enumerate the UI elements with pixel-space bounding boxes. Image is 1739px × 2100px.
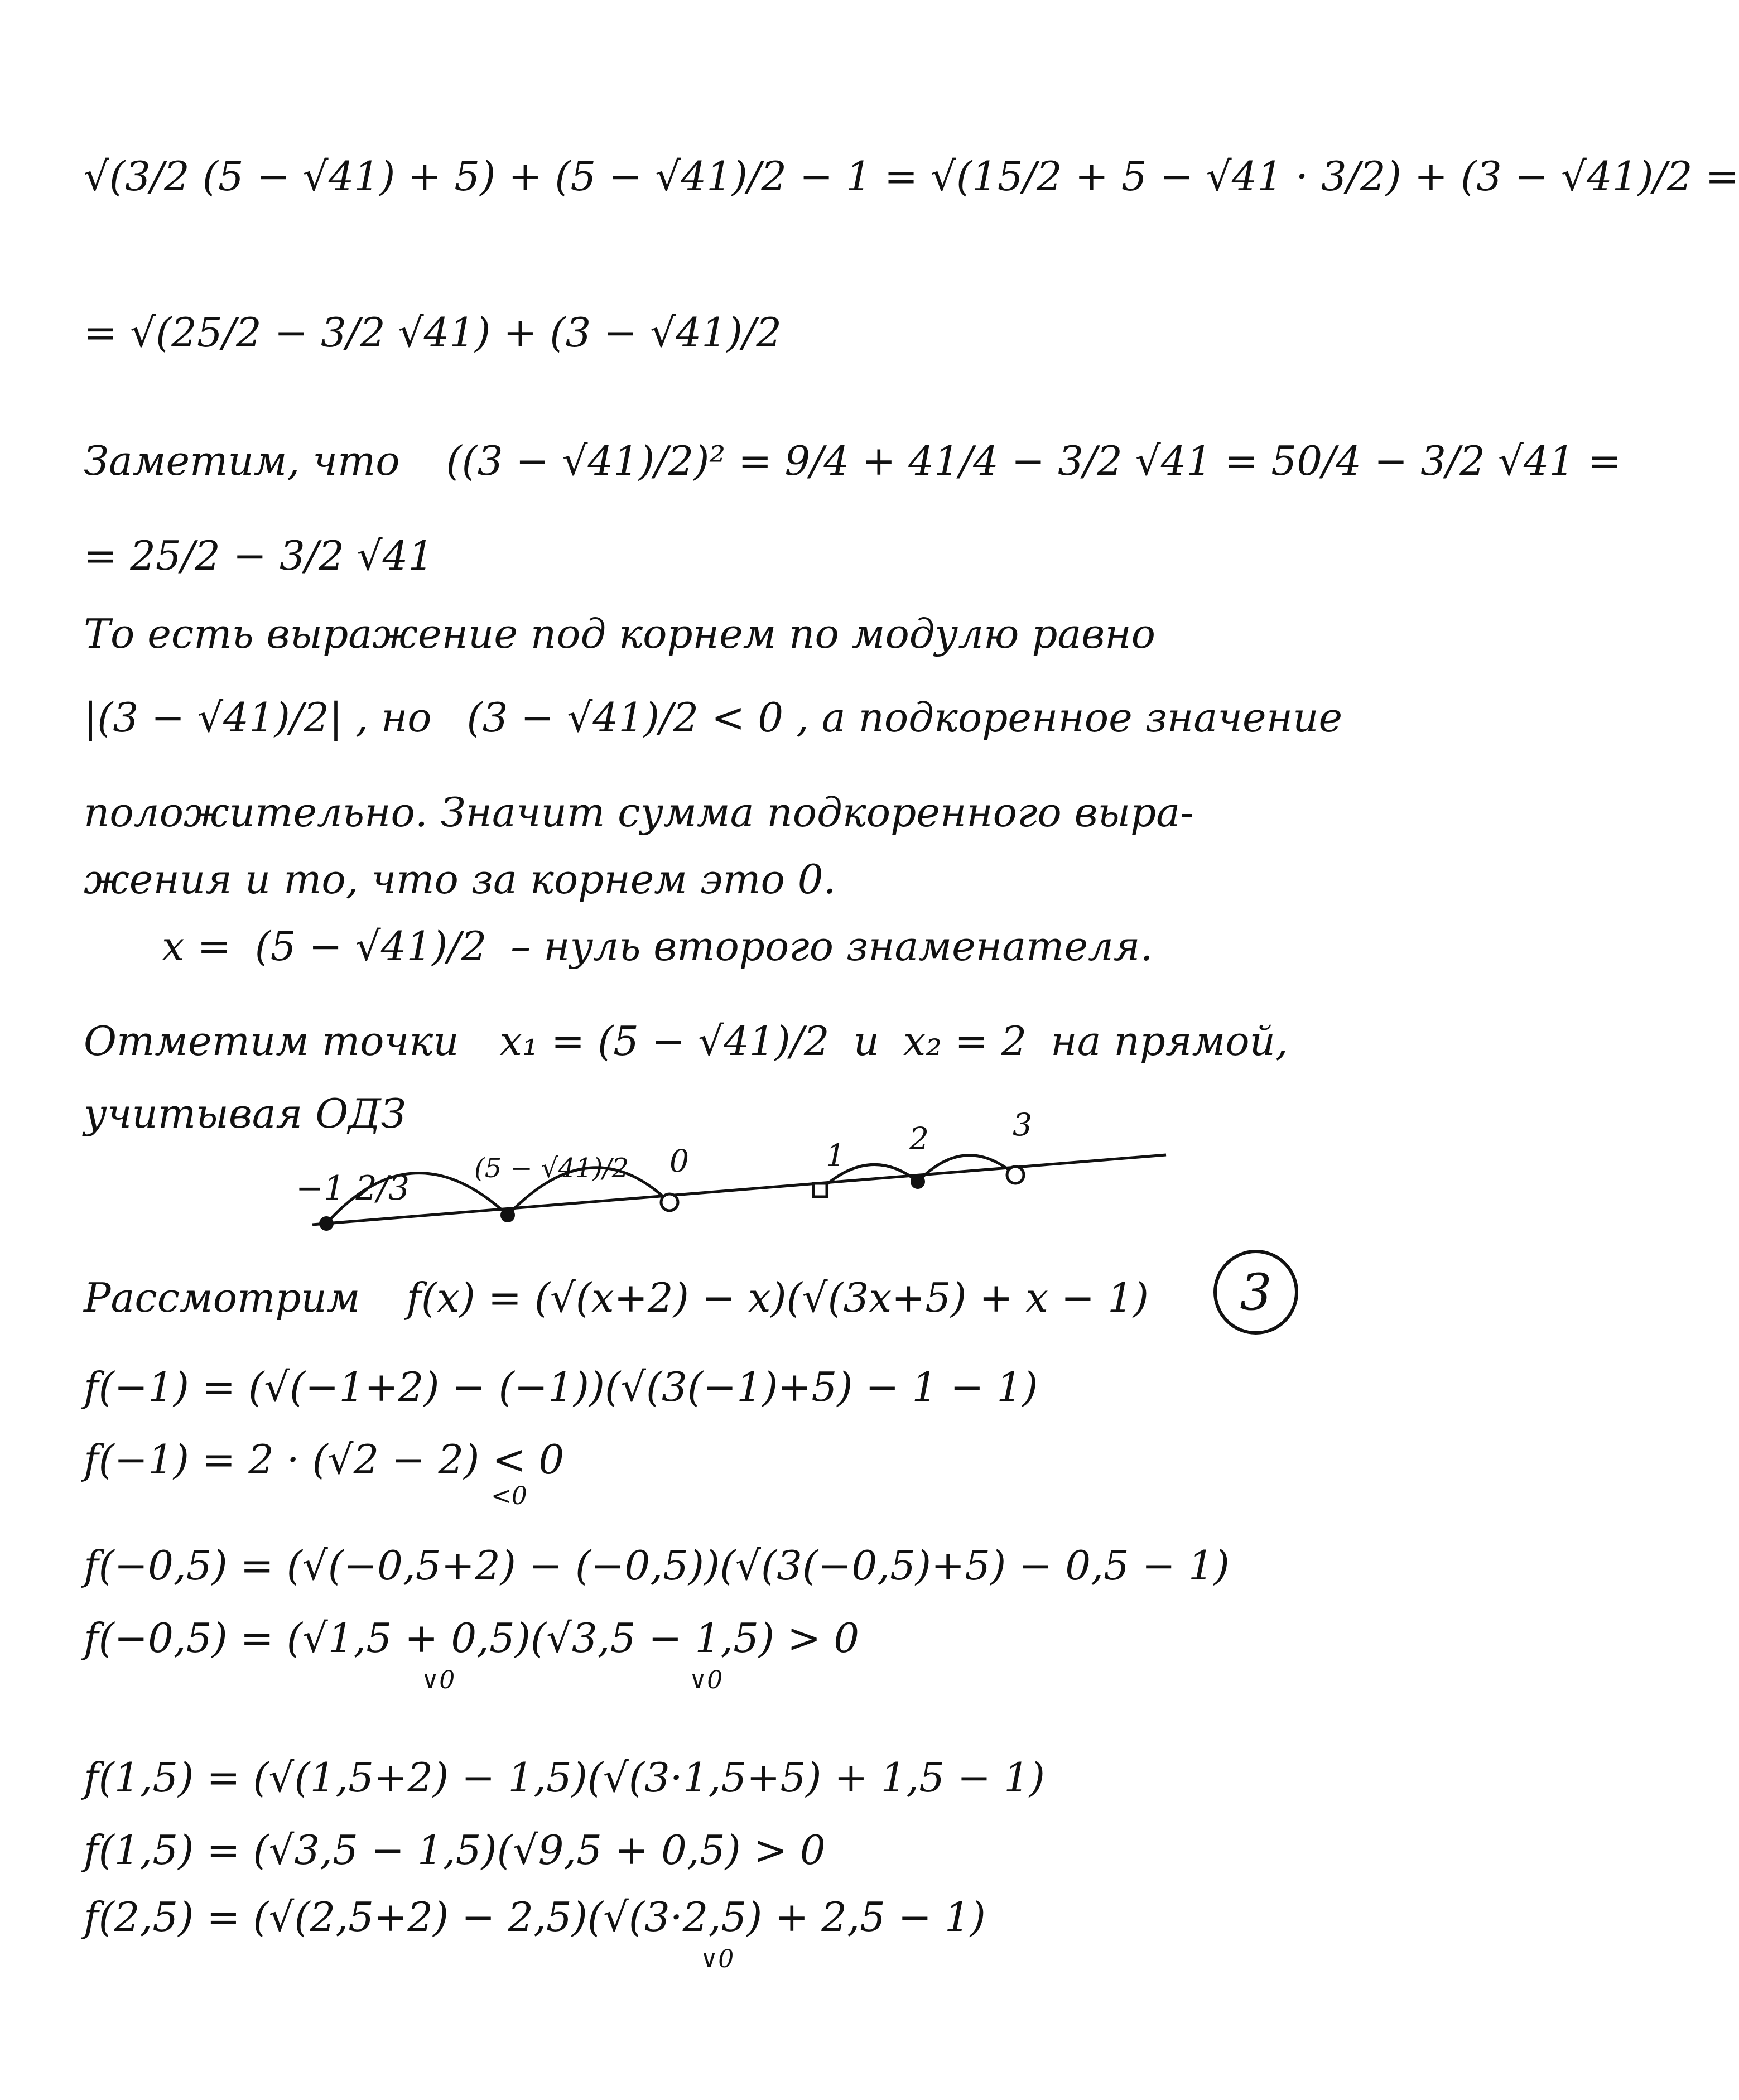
point-zero-marker [661,1194,678,1211]
number-line-axis [312,1155,1166,1225]
equation-line-1: √(3/2 (5 − √41) + 5) + (5 − √41)/2 − 1 = √(15/2 + 5 − √41 · 3/2) + (3 − √41)/2 = [84,153,1739,200]
sign-note-4: ∨0 [700,1945,734,1973]
x-value: (5 − √41)/2 [254,923,487,970]
x-equals: x = [162,923,231,970]
text-line-5: То есть выражение под корнем по модулю равно [84,610,1156,657]
modulus-expression: |(3 − √41)/2| [84,694,343,741]
equation-line-4: = 25/2 − 3/2 √41 [84,532,434,579]
consider-line [84,1274,1149,1321]
evaluation-line-4: f(−0,5) = (√1,5 + 0,5)(√3,5 − 1,5) > 0 [84,1615,860,1661]
evaluation-line-1: f(−1) = (√(−1+2) − (−1))(√(3(−1)+5) − 1 − 1) [84,1364,1038,1410]
text-line-11: учитывая ОДЗ [84,1090,406,1137]
point-one-marker [813,1183,827,1197]
label-two: 2 [909,1121,929,1157]
sign-note-3: ∨0 [689,1666,723,1694]
on-line-text: на прямой, [1051,1018,1288,1065]
zero-description: – нуль второго знаменателя. [510,923,1153,970]
point-two-marker [911,1174,925,1189]
point-x1: x₁ = (5 − √41)/2 [499,1018,830,1065]
text-line-7: положительно. Значит сумма подкоренного выра- [84,789,1194,836]
observation-text: Заметим, что [84,437,400,484]
equation-line-2: = √(25/2 − 3/2 √41) + (3 − √41)/2 [84,309,782,356]
and-text: и [853,1018,879,1065]
evaluation-line-7: f(2,5) = (√(2,5+2) − 2,5)(√(3·2,5) + 2,5 − 1) [84,1894,986,1940]
but-text: , но [355,694,432,741]
evaluation-line-6: f(1,5) = (√3,5 − 1,5)(√9,5 + 0,5) > 0 [84,1827,826,1873]
evaluation-line-5: f(1,5) = (√(1,5+2) − 1,5)(√(3·1,5+5) + 1,5 − 1) [84,1754,1046,1801]
consider-text: Рассмотрим [84,1274,360,1321]
label-three: 3 [1013,1107,1032,1143]
label-zero: 0 [669,1143,689,1179]
mark-points-text: Отметим точки [84,1018,459,1065]
negative-inequality: (3 − √41)/2 < 0 [466,694,784,741]
point-minus-one-two-thirds [319,1216,334,1231]
sign-note-1: <0 [491,1482,527,1510]
evaluation-line-2: f(−1) = 2 · (√2 − 2) < 0 [84,1436,565,1483]
label-minus-one-two-thirds: −1 2/3 [296,1169,410,1208]
observation-math: ((3 − √41)/2)² = 9/4 + 41/4 − 3/2 √41 = 50/4 − 3/2 √41 = [446,437,1621,484]
label-x1: (5 − √41)/2 [474,1153,629,1184]
point-x2: x₂ = 2 [903,1018,1027,1065]
evaluation-line-3: f(−0,5) = (√(−0,5+2) − (−0,5))(√(3(−0,5)+5) − 0,5 − 1) [84,1542,1230,1589]
point-three-marker [1007,1167,1024,1183]
sign-note-2: ∨0 [421,1666,455,1694]
text-line-8: жения и то, что за корнем это 0. [84,856,836,903]
label-one: 1 [826,1138,845,1173]
point-x1-marker [500,1208,515,1222]
function-definition: f(x) = (√(x+2) − x)(√(3x+5) + x − 1) [406,1274,1149,1321]
circled-label: 3 [1213,1250,1298,1335]
radicand-text: , а подкоренное значение [796,694,1343,741]
